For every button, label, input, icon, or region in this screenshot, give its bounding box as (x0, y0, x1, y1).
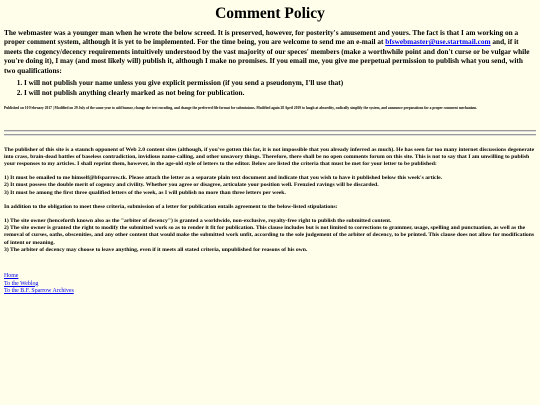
stipulation-item: 3) The arbiter of decency may choose to leave anything, even if it meets all stated criteria, unpublished for reasons of his own. (4, 246, 308, 253)
intro-text-before-email: The webmaster was a younger man when he wrote the below screed. It is preserved, however, for posterity's amusement and yours. The fact is that I am working on a proper comment system, although it is yet to be implemented. For the time being, you are welcome to send me an e-mail at (4, 28, 519, 47)
divider (4, 130, 536, 132)
stipulation-item: 2) The site owner is granted the right to modify the submitted work so as to render it fit for publication. This clause includes but is not limited to corrections to grammer, usage, spelling and punctuation, as well as the removal of curses, oaths, obscenities, and any other content that would make the submitted work unfit, according to the sole judgement of the arbiter of decency, to be printed. This clause does not allow for modifications of intent or meaning. (4, 225, 535, 246)
criteria-item: 3) It must be among the first three qualified letters of the week, as I will publish no more than three letters per week. (4, 189, 286, 196)
email-link[interactable]: bfswebmaster@use.startmail.com (385, 37, 491, 47)
qualification-item: 1. I will not publish your name unless you give explicit permission (if you send a pseudonym, I'll use that) (24, 78, 536, 88)
publication-note: Published on 10 February 2017 | Modified on 29 July of the same year to add humor, change the text encoding, and change the preferred file format for submissions. Modified again 28 April 2019 to laugh at absurdity, radically simplify the system, and announce preparations for a proper comment mechanism. (4, 106, 478, 111)
intro-paragraph (4, 28, 536, 75)
stipulations-intro: In addition to the obligation to meet these criteria, submission of a letter for publication entails agreement to the below-listed stipulations: (4, 203, 338, 210)
stipulation-item: 1) The site owner (henceforth known also as the "arbiter of decency") is granted a worldwide, non-exclusive, royalty-free right to publish the submitted content. (4, 218, 392, 225)
nav-links (4, 273, 536, 296)
weblog-link[interactable]: To the Weblog (4, 280, 39, 287)
qualifications-list (4, 78, 536, 97)
criteria-item: 2) It must possess the double merit of cogency and civility. Whether you agree or disagree, articulate your position well. Frenzied ravings will be discarded. (4, 182, 379, 189)
page-title: Comment Policy (215, 5, 325, 22)
criteria-item: 1) It must be emailed to me himself@bfsparrow.tk. Please attach the letter as a separate plain text document and indicate that you wish to have it published below this week's article. (4, 175, 443, 182)
divider (4, 134, 536, 136)
home-link[interactable]: Home (4, 273, 19, 280)
policy-paragraph: The publisher of this site is a staunch opponent of Web 2.0 content sites (although, if you've gotten this far, it is not impossible that you already inferred as much). He has seen far too many internet discussions degenerate into crass, brain-dead battles of baseless contradiction, invidious name-calling, and other unsavory things. Therefore, there shall be no open comments forum on this site. This is not to say that I am unwilling to publish your responses to my articles. I shall reprint them, however, in the age-old style of letters to the editor. Below are listed the criteria that must be met for your letter to be published: (4, 146, 535, 168)
qualification-item: 2. I will not publish anything clearly marked as not being for publication. (24, 88, 536, 98)
policy-section (4, 147, 536, 254)
intro-text-after-email: and, if it meets the cogency/decency requirements intuitively understood by the vast majority of our speces' members (make a worthwhile point and don't curse or be vulgar while you're doing it), I may (and most likely will) publish it, although I make no promises. If you email me, you give me perpetual permission to publish what you send, with two qualifications: (4, 37, 530, 75)
archives-link[interactable]: To the B.F. Sparrow Archives (4, 288, 74, 295)
